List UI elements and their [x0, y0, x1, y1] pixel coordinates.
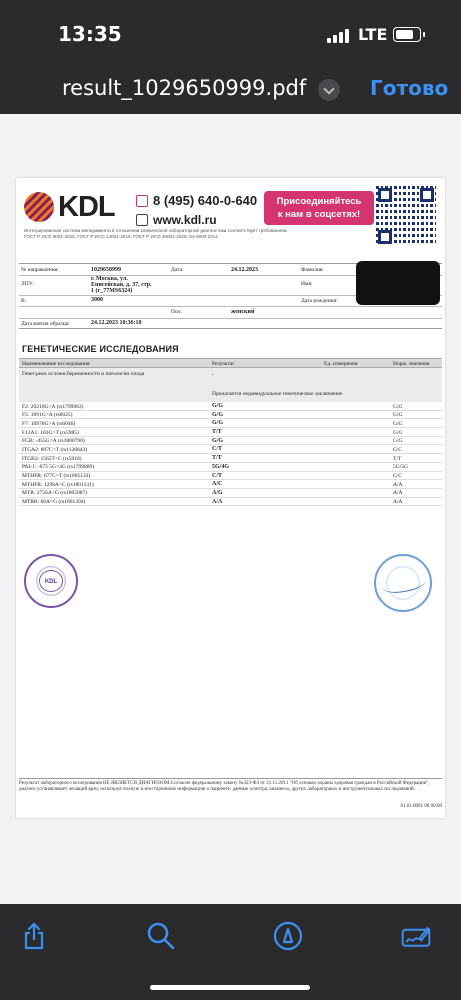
test-name: PAI-1: -675 5G>4G (rs1799889): [22, 464, 95, 471]
sex-label: Пол:: [171, 309, 182, 315]
col-unit-header: Ед. измерения: [324, 361, 358, 367]
test-name: MTR: 2756A>G (rs1805087): [22, 490, 88, 497]
test-name: F2: 20210G>A (rs1799963): [22, 403, 84, 410]
test-norm: G/G: [393, 429, 403, 436]
name-label: Имя:: [301, 281, 313, 287]
test-norm: A/A: [393, 499, 403, 506]
table-row: [19, 480, 442, 489]
signature-mark: [381, 572, 427, 595]
lab-website: www.kdl.ru: [153, 212, 217, 227]
table-row: [19, 489, 442, 498]
table-row: [19, 411, 442, 420]
status-bar: [0, 0, 461, 70]
date-label: Дата:: [171, 267, 184, 273]
test-name: MTHFR: 1298A>C (rs1801131): [22, 481, 94, 488]
table-row: [19, 454, 442, 463]
sample-date-label: Дата взятия образца:: [21, 321, 70, 327]
monitor-icon: [136, 214, 148, 226]
results-table: [19, 358, 442, 506]
test-norm: A/A: [393, 481, 403, 488]
test-result: 5G/4G: [212, 463, 230, 470]
test-norm: G/G: [393, 403, 403, 410]
col-result-header: Результат: [212, 361, 235, 367]
test-result: T/T: [212, 455, 222, 462]
footer-code: 01.01.0001 00:00:00: [400, 804, 442, 809]
certification-text: Интегрированная система менеджмента в отношении клинической лабораторной диагностики соответствует требованиям ГОСТ Р ИСО 9001-2015, ГОСТ Р ИСО 14001-2016, ГОСТ Р ИСО 45001-2020, SA 8000:2014: [24, 228, 287, 239]
network-type: LTE: [358, 25, 388, 44]
test-result: A/C: [212, 481, 223, 488]
kdl-logo: [24, 192, 128, 224]
phone-icon: [136, 195, 148, 207]
test-result: A/A: [212, 498, 223, 505]
social-banner: [264, 191, 374, 225]
test-result: C/T: [212, 446, 223, 453]
signature-icon[interactable]: [400, 920, 436, 952]
kdl-logo-text: KDL: [58, 191, 115, 223]
test-name: ITGB3: 1565T>C (rs5918): [22, 455, 82, 462]
home-indicator[interactable]: [150, 985, 310, 990]
test-result: T/T: [212, 429, 222, 436]
table-row: [19, 428, 442, 437]
markup-pen-icon[interactable]: [272, 920, 304, 952]
referral-label: № направления:: [21, 267, 59, 273]
surname-label: Фамилия:: [301, 267, 324, 273]
group-note: Прилагается индивидуальное генетическое заключение: [212, 391, 343, 397]
table-row: [19, 437, 442, 446]
test-norm: G/G: [393, 420, 403, 427]
lpu-value-3: 1 (г_77MS6324): [91, 288, 133, 294]
referral-value: 1029650999: [91, 267, 121, 273]
done-button[interactable]: Готово: [370, 76, 449, 100]
test-name: MTHFR: 677C>T (rs1801133): [22, 473, 91, 479]
redacted-personal-data: [356, 261, 440, 305]
lab-contacts: [136, 192, 257, 230]
test-result: G/G: [212, 437, 224, 444]
document-title[interactable]: result_1029650999.pdf: [62, 76, 307, 100]
disclaimer-text: Результат лабораторного исследования НЕ ЯВЛЯЕТСЯ ДИАГНОЗОМ.Согласно федеральному закону №323-ФЗ от 21.11.2011 "Об основах охраны здоровья граждан в Российской Федерации", диагноз устанавливает лечащий врач, используя полную и всестороннюю информацию о пациенте: данные осмотра, анамнеза, других лабораторных и инструментальных исследований.: [19, 781, 430, 792]
test-name: F5: 1691G>A (rs6025): [22, 412, 73, 419]
cellular-signal-icon: [327, 29, 349, 43]
test-result: A/G: [212, 489, 223, 496]
test-norm: C/C: [393, 446, 402, 453]
lab-phone: 8 (495) 640-0-640: [153, 193, 258, 208]
test-norm: G/G: [393, 412, 403, 419]
date-value: 24.12.2023: [231, 267, 258, 273]
lpu-value-2: Енисейская, д. 37, стр.: [91, 282, 152, 288]
test-result: G/G: [212, 411, 224, 418]
col-name-header: Наименование исследования: [22, 361, 90, 367]
document-nav-bar: [0, 70, 461, 114]
test-norm: A/A: [393, 490, 403, 497]
kdl-logo-mark-icon: [24, 192, 54, 222]
social-line-1: Присоединяйтесь: [276, 196, 362, 207]
table-header: [19, 358, 442, 368]
col-norm-header: Норм. значения: [393, 361, 430, 367]
birth-date-label: Дата рождения:: [301, 298, 338, 304]
test-norm: 5G/5G: [393, 464, 408, 471]
sex-value: женский: [231, 309, 255, 315]
lpu-label: ЛПУ:: [21, 281, 34, 287]
test-name: F7: 10976G>A (rs6046): [22, 420, 76, 427]
status-time: 13:35: [58, 22, 122, 46]
pdf-viewer[interactable]: [0, 114, 461, 904]
group-name: Генет.риск осложн.беременности и патологии плода: [22, 371, 145, 377]
table-row: [19, 463, 442, 472]
test-result: C/T: [212, 472, 223, 479]
v-label: В:: [21, 298, 27, 304]
table-row: [19, 472, 442, 481]
test-name: MTRR: 66A>G (rs1801394): [22, 499, 86, 506]
chevron-down-icon[interactable]: [318, 79, 340, 101]
lpu-value-1: г. Москва, ул.: [91, 276, 128, 282]
share-icon[interactable]: [18, 920, 50, 952]
disclaimer-footer: [19, 778, 442, 809]
kdl-stamp-logo: KDL: [39, 570, 63, 592]
test-name: FGB: -455G>A (rs1800790): [22, 438, 85, 445]
test-result: G/G: [212, 420, 224, 427]
table-row: [19, 445, 442, 454]
kdl-stamp: [24, 554, 78, 608]
test-name: ITGA2: 807C>T (rs1126643): [22, 446, 88, 453]
table-row: [19, 419, 442, 428]
pdf-page: [16, 178, 445, 818]
social-line-2: к нам в соцсетях!: [277, 209, 361, 220]
doctor-signature-stamp: [374, 554, 432, 612]
table-row: [19, 402, 442, 411]
v-value: 3000: [91, 297, 103, 303]
test-name: F13A1: 103G>T (rs5985): [22, 429, 79, 436]
qr-code-icon: [376, 186, 436, 246]
test-norm: T/T: [393, 455, 402, 462]
sample-date-value: 24.12.2023 10:36:10: [91, 320, 142, 326]
table-group-row: [19, 368, 442, 402]
test-norm: C/C: [393, 473, 402, 479]
battery-icon: [393, 27, 421, 42]
test-norm: G/G: [393, 438, 403, 445]
test-result: G/G: [212, 403, 224, 409]
table-row: [19, 498, 442, 507]
group-result: .: [212, 371, 214, 377]
section-title: ГЕНЕТИЧЕСКИЕ ИССЛЕДОВАНИЯ: [22, 344, 179, 354]
search-icon[interactable]: [145, 920, 177, 952]
